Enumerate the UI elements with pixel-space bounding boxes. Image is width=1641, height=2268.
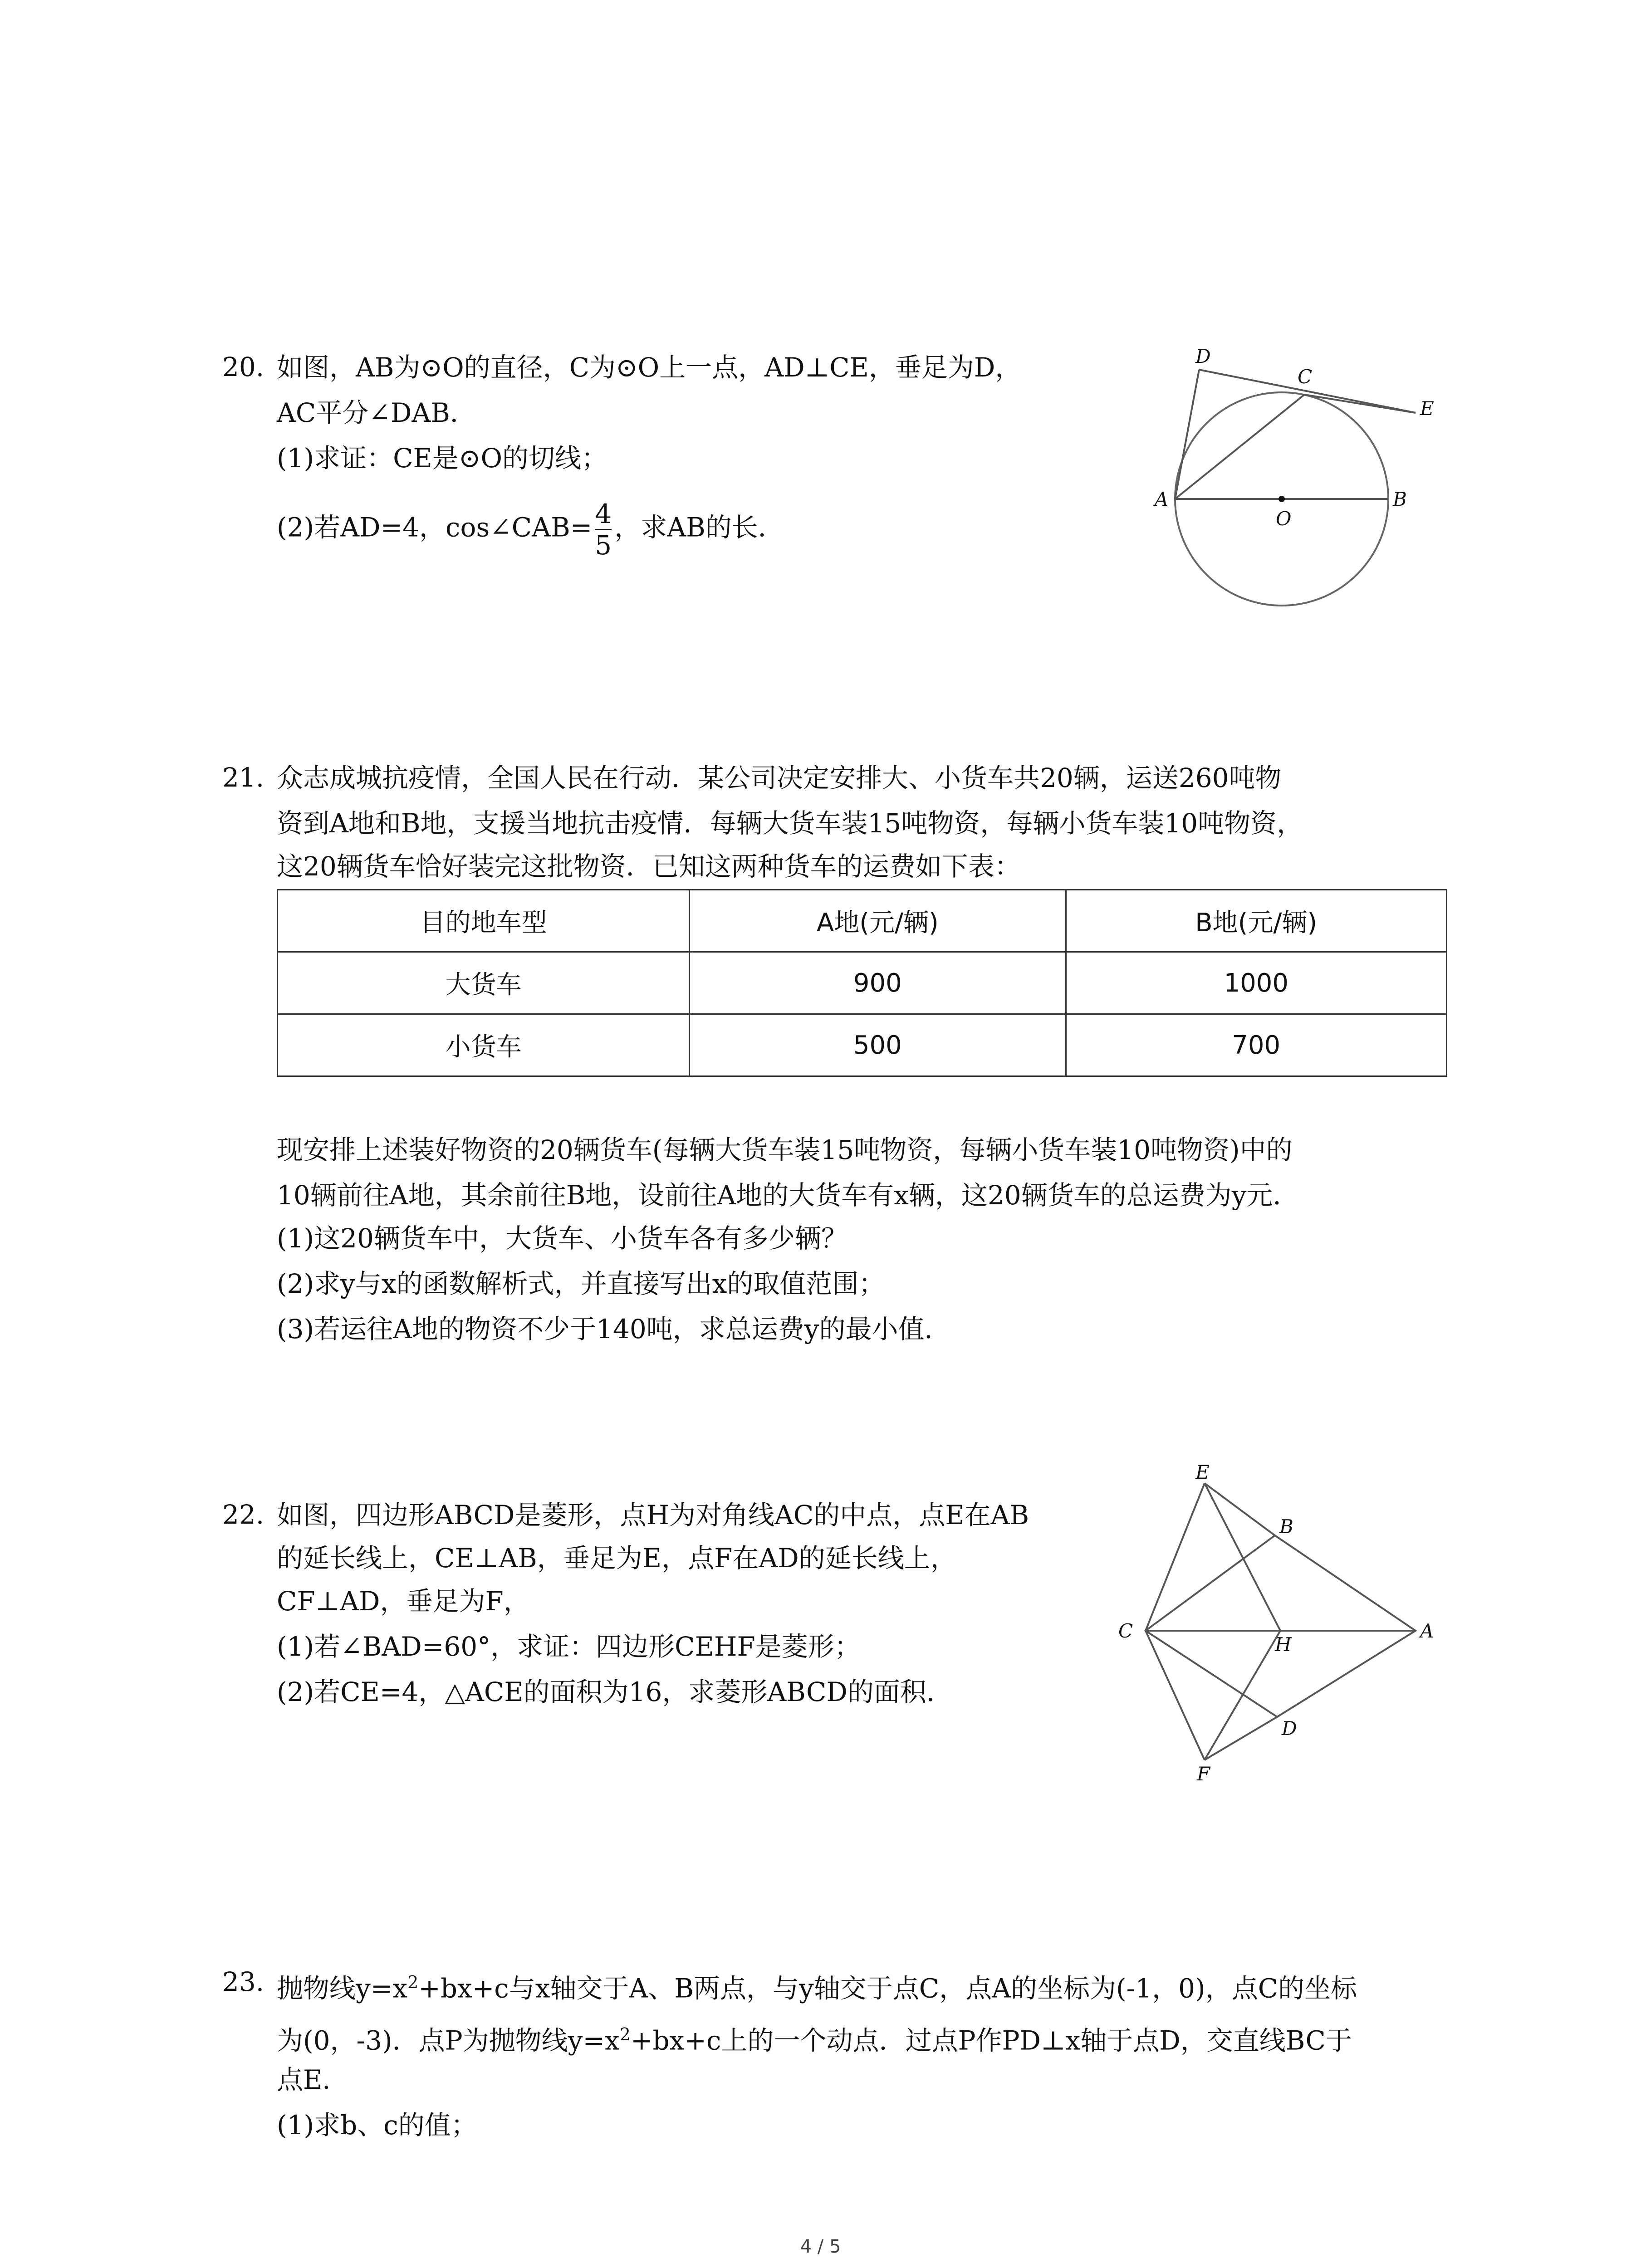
question-1: (1)求b、c的值； bbox=[277, 2110, 477, 2141]
problem-text-line: 众志成城抗疫情，全国人民在行动．某公司决定安排大、小货车共20辆，运送260吨物 bbox=[277, 763, 1282, 793]
table-cell: 大货车 bbox=[278, 952, 690, 1014]
problem-number: 22. bbox=[222, 1499, 265, 1530]
problem-text-line: 的延长线上，CE⊥AB，垂足为E，点F在AD的延长线上， bbox=[277, 1543, 957, 1574]
table-header-cell: B地(元/辆) bbox=[1066, 890, 1447, 952]
label-D: D bbox=[1195, 345, 1211, 367]
freight-table bbox=[277, 889, 1447, 1077]
label-H: H bbox=[1275, 1633, 1292, 1656]
problem-text-line: 这20辆货车恰好装完这批物资．已知这两种货车的运费如下表： bbox=[277, 851, 1021, 882]
table-cell: 700 bbox=[1066, 1014, 1447, 1076]
question-1: (1)求证：CE是⊙O的切线； bbox=[277, 443, 608, 474]
fraction: $\frac{4}{5}$ bbox=[595, 499, 612, 561]
question-2: (2)求y与x的函数解析式，并直接写出x的取值范围； bbox=[277, 1268, 885, 1299]
label-F: F bbox=[1197, 1763, 1210, 1785]
page-number: 4 / 5 bbox=[800, 2236, 841, 2257]
table-header-row bbox=[278, 890, 1447, 952]
problem-text-line: 资到A地和B地，支援当地抗击疫情．每辆大货车装15吨物资，每辆小货车装10吨物资， bbox=[277, 808, 1303, 839]
question-1: (1)若∠BAD=60°，求证：四边形CEHF是菱形； bbox=[277, 1631, 861, 1662]
table-header-cell: 目的地车型 bbox=[278, 890, 690, 952]
problem-text-line: CF⊥AD，垂足为F， bbox=[277, 1586, 530, 1617]
label-C: C bbox=[1298, 366, 1313, 388]
label-D: D bbox=[1282, 1717, 1297, 1740]
label-A: A bbox=[1420, 1620, 1434, 1642]
problem-number: 23. bbox=[222, 1966, 265, 1997]
label-E: E bbox=[1420, 397, 1434, 420]
problem-text-line: 10辆前往A地，其余前往B地，设前往A地的大货车有x辆，这20辆货车的总运费为y元． bbox=[277, 1180, 1299, 1211]
question-3: (3)若运往A地的物资不少于140吨，求总运费y的最小值． bbox=[277, 1314, 951, 1344]
problem-text-line: 如图，四边形ABCD是菱形，点H为对角线AC的中点，点E在AB bbox=[277, 1500, 1029, 1530]
label-B: B bbox=[1393, 488, 1407, 510]
question-2: (2)若AD=4，cos∠CAB= $\frac{4}{5}$ ，求AB的长． bbox=[277, 499, 784, 561]
circle-figure bbox=[1152, 345, 1470, 628]
problem-number: 20. bbox=[222, 352, 265, 382]
table-cell: 900 bbox=[690, 952, 1066, 1014]
table-cell: 500 bbox=[690, 1014, 1066, 1076]
problem-number: 21. bbox=[222, 762, 265, 793]
rhombus-figure bbox=[1102, 1461, 1456, 1785]
table-cell: 小货车 bbox=[278, 1014, 690, 1076]
problem-text-line: 点E． bbox=[277, 2064, 349, 2095]
label-O: O bbox=[1276, 508, 1292, 530]
table-row bbox=[278, 952, 1447, 1014]
table-row bbox=[278, 1014, 1447, 1076]
problem-text-line: AC平分∠DAB． bbox=[277, 397, 476, 428]
table-header-cell: A地(元/辆) bbox=[690, 890, 1066, 952]
problem-text-line: 现安排上述装好物资的20辆货车(每辆大货车装15吨物资，每辆小货车装10吨物资)中的 bbox=[277, 1134, 1293, 1165]
problem-text-line: 为(0，-3)．点P为抛物线$y=x^2+bx+c$上的一个动点．过点P作PD⊥x轴于点D，交直线BC于 bbox=[277, 2024, 1352, 2056]
label-C: C bbox=[1118, 1620, 1133, 1642]
question-1: (1)这20辆货车中，大货车、小货车各有多少辆？ bbox=[277, 1223, 847, 1254]
problem-text-line: 如图，AB为⊙O的直径，C为⊙O上一点，AD⊥CE，垂足为D， bbox=[277, 352, 1022, 383]
label-E: E bbox=[1195, 1461, 1210, 1483]
problem-text-line: 抛物线$y=x^2+bx+c$与x轴交于A、B两点，与y轴交于点C，点A的坐标为(-1，0)，点C的坐标 bbox=[277, 1972, 1357, 2004]
label-B: B bbox=[1279, 1515, 1293, 1538]
label-A: A bbox=[1155, 488, 1169, 510]
question-2: (2)若CE=4，△ACE的面积为16，求菱形ABCD的面积． bbox=[277, 1677, 953, 1707]
table-cell: 1000 bbox=[1066, 952, 1447, 1014]
